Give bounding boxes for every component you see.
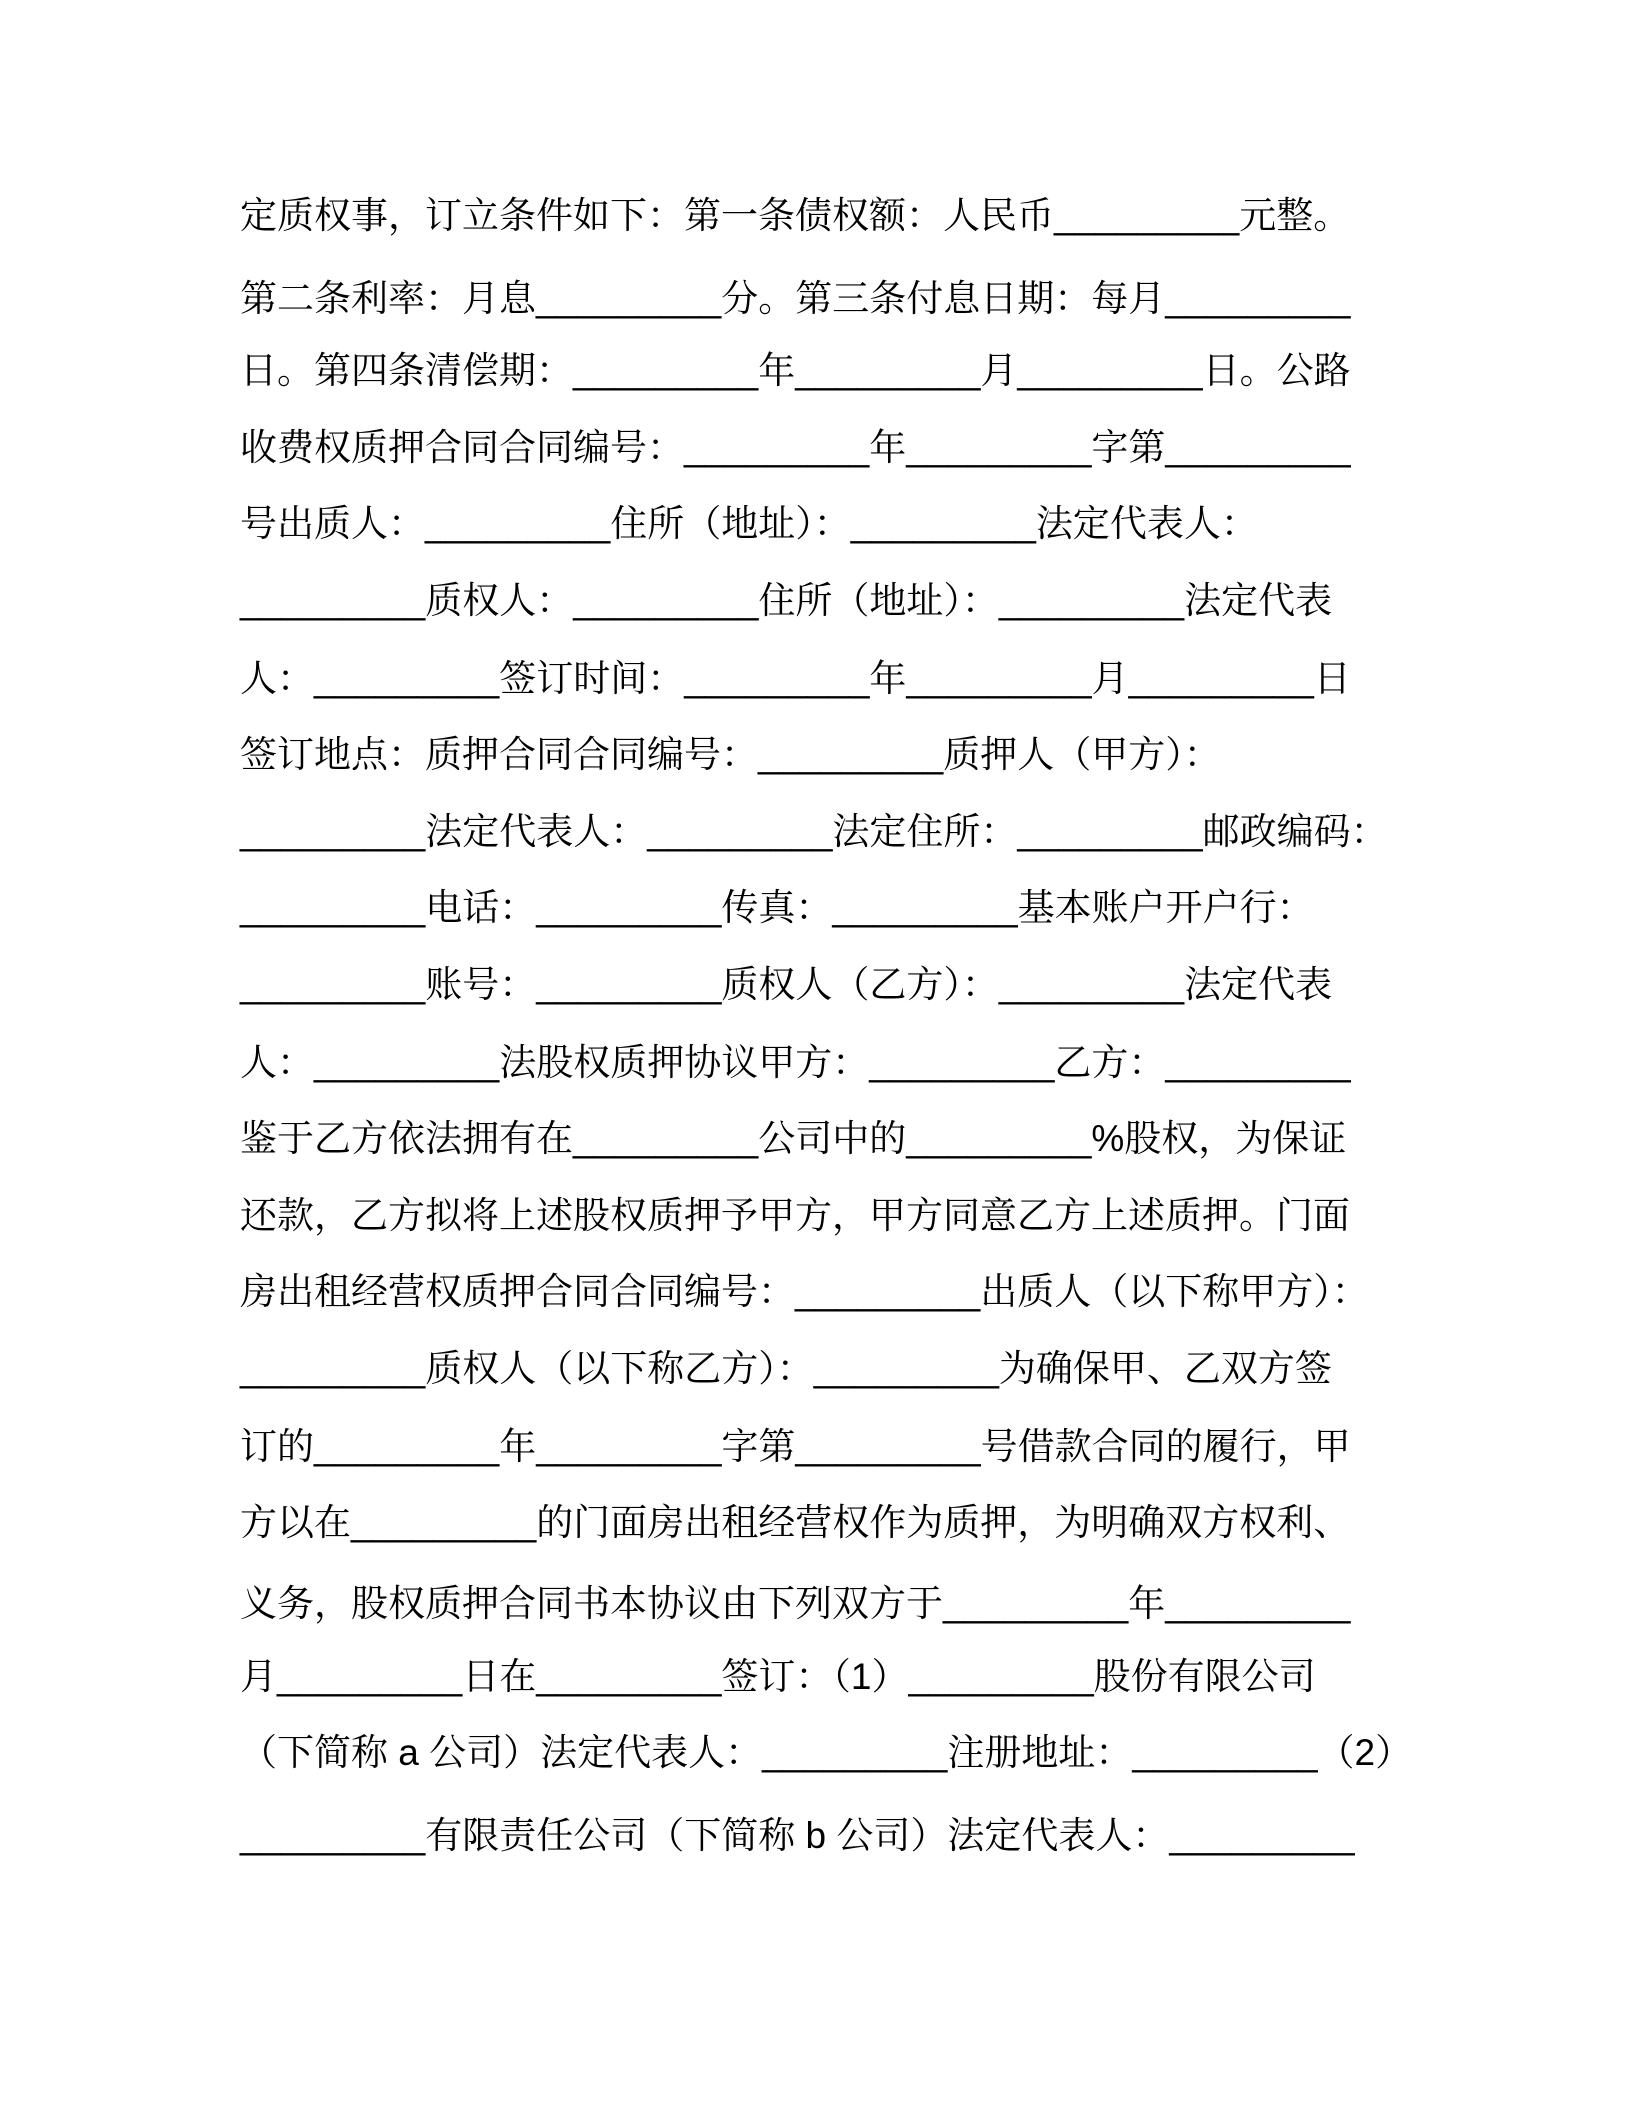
text-line-3: 日。第四条清偿期：_________年_________月_________日。公路 bbox=[240, 350, 1351, 391]
text-line-8: 签订地点：质押合同合同编号：_________质押人（甲方）： bbox=[240, 734, 1221, 775]
text-line-12: 人：_________法股权质押协议甲方：_________乙方：_________ bbox=[240, 1042, 1351, 1083]
text-line-14: 还款，乙方拟将上述股权质押予甲方，甲方同意乙方上述质押。门面 bbox=[240, 1195, 1350, 1236]
text-line-6: _________质权人：_________住所（地址）：_________法定代表 bbox=[240, 580, 1333, 621]
text-line-19: 义务，股权质押合同书本协议由下列双方于_________年_________ bbox=[240, 1583, 1351, 1624]
text-line-18: 方以在_________的门面房出租经营权作为质押，为明确双方权利、 bbox=[240, 1502, 1351, 1543]
text-line-21: （下简称 a 公司）法定代表人：_________注册地址：_________（2） bbox=[240, 1732, 1413, 1773]
text-line-22: _________有限责任公司（下简称 b 公司）法定代表人：_________ bbox=[240, 1815, 1355, 1856]
text-line-9: _________法定代表人：_________法定住所：_________邮政编码： bbox=[240, 811, 1388, 852]
text-line-16: _________质权人（以下称乙方）：_________为确保甲、乙双方签 bbox=[240, 1348, 1332, 1389]
text-line-11: _________账号：_________质权人（乙方）：_________法定代表 bbox=[240, 964, 1333, 1005]
text-line-4: 收费权质押合同合同编号：_________年_________字第_________ bbox=[240, 427, 1351, 468]
text-line-10: _________电话：_________传真：_________基本账户开户行： bbox=[240, 887, 1314, 928]
text-line-2: 第二条利率：月息_________分。第三条付息日期：每月_________ bbox=[240, 278, 1351, 319]
text-line-1: 定质权事，订立条件如下：第一条债权额：人民币_________元整。 bbox=[240, 195, 1351, 236]
text-line-13: 鉴于乙方依法拥有在_________公司中的_________%股权，为保证 bbox=[240, 1118, 1347, 1159]
text-line-20: 月_________日在_________签订：（1）_________股份有限公司 bbox=[240, 1656, 1316, 1697]
text-line-7: 人：_________签订时间：_________年_________月_________日 bbox=[240, 658, 1351, 699]
text-line-5: 号出质人：_________住所（地址）：_________法定代表人： bbox=[240, 503, 1258, 544]
text-line-17: 订的_________年_________字第_________号借款合同的履行，甲 bbox=[240, 1426, 1351, 1467]
text-line-15: 房出租经营权质押合同合同编号：_________出质人（以下称甲方）： bbox=[240, 1271, 1369, 1312]
